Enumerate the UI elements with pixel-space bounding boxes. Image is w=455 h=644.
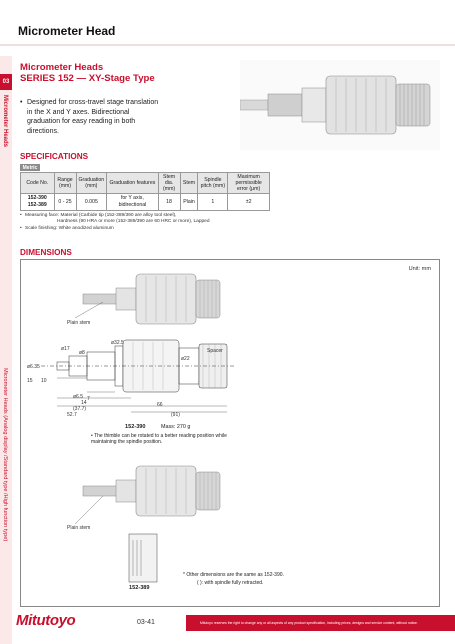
dim-10: 10 — [41, 378, 47, 384]
features-cell: for Y axis, bidirectional — [107, 194, 158, 211]
table-row — [21, 194, 270, 211]
note-other-dimensions: * Other dimensions are the same as 152-390. — [183, 572, 284, 578]
specifications-heading: SPECIFICATIONS — [20, 152, 89, 161]
product-title — [20, 62, 155, 84]
footer-disclaimer: Mitutoyo reserves the right to change any or all aspects of any product specification, including prices, designs and service content, without notice. — [186, 615, 455, 631]
feature-item: • Designed for cross-travel stage translation in the X and Y axes. Bidirectional graduation for easy reading in both directions. — [20, 98, 160, 136]
product-title-line2: SERIES 152 — XY-Stage Type — [20, 73, 155, 84]
photo-152-389 — [83, 466, 220, 516]
note-finishing: • Scale finishing: White anodized aluminum — [20, 226, 280, 232]
spec-table — [20, 172, 270, 211]
col-code: Code No. — [21, 173, 55, 194]
photo-152-390 — [83, 274, 220, 324]
dim-37-7: (37.7) — [73, 406, 87, 412]
category-side-label: Micrometer Heads (Analog display /Standard type /High function type) — [2, 368, 8, 542]
dimensions-panel — [20, 259, 440, 607]
stem-dia-cell: 18 — [158, 194, 180, 211]
plain-stem-label: Plain stem — [67, 320, 91, 326]
product-photo — [240, 60, 440, 150]
header-band — [0, 44, 455, 46]
dim-32-5: ø32.5 — [111, 340, 124, 346]
thimble-note: • The thimble can be rotated to a better reading position while maintaining the spindle position. — [91, 433, 227, 446]
note-hardness: Hardness (90 HRA or more (152-389/390 are 60 HRC or more), Lapped — [57, 219, 210, 225]
col-stem: Stem — [180, 173, 198, 194]
mitutoyo-logo: Mitutoyo — [16, 612, 76, 629]
dim-14: 14 — [81, 400, 87, 406]
product-title-line1: Micrometer Heads — [20, 62, 104, 73]
thimble-note-text: The thimble can be rotated to a better reading position while maintaining the spindle position. — [91, 433, 227, 446]
col-graduation-features: Graduation features — [107, 173, 158, 194]
col-range: Range (mm) — [54, 173, 76, 194]
code-152-390: 152-390 — [27, 195, 47, 201]
spec-header-row — [21, 173, 270, 194]
stem-cell: Plain — [180, 194, 198, 211]
dim-15: 15 — [27, 378, 33, 384]
error-cell: ±2 — [228, 194, 270, 211]
dim-6-35: ø6.35 — [27, 364, 40, 370]
chapter-tab[interactable]: 03 — [0, 74, 12, 90]
dim-91: (91) — [171, 412, 180, 418]
graduation-cell: 0.005 — [76, 194, 107, 211]
micrometer-head-image — [240, 76, 430, 134]
plain-stem-label-2: Plain stem — [67, 525, 91, 531]
dim-8: ø8 — [79, 350, 85, 356]
page-number: 03-41 — [137, 619, 155, 626]
page-title: Micrometer Head — [18, 24, 116, 38]
col-stem-dia: Stem dia. (mm) — [158, 173, 180, 194]
code-152-389: 152-389 — [27, 202, 47, 208]
dim-52-7: 52.7 — [67, 412, 77, 418]
col-graduation: Graduation (mm) — [76, 173, 107, 194]
section-side-label: Micrometer Heads — [2, 95, 8, 148]
note-material: • Measuring face: Material (Carbide tip (152-389/390 are alloy tool steel), — [20, 213, 280, 219]
model-label-152-389: 152-389 — [129, 585, 150, 591]
metric-tag: Metric — [20, 164, 40, 171]
code-cell — [21, 194, 55, 211]
col-spindle-pitch: Spindle pitch (mm) — [198, 173, 228, 194]
unit-label: Unit: mm — [408, 266, 431, 272]
spec-notes — [20, 213, 280, 232]
thimble-drawing-152-389 — [129, 534, 157, 582]
mass-152-390: Mass: 270 g — [161, 424, 191, 430]
dim-22: ø22 — [181, 356, 190, 362]
dimensions-heading: DIMENSIONS — [20, 248, 72, 257]
dim-7: 7 — [87, 396, 90, 402]
range-cell: 0 - 25 — [54, 194, 76, 211]
pitch-cell: 1 — [198, 194, 228, 211]
dim-17: ø17 — [61, 346, 70, 352]
feature-list — [20, 98, 160, 136]
col-max-error: Maximum permissible error (μm) — [228, 173, 270, 194]
dim-6-5: ø6.5 — [73, 394, 84, 400]
dim-66: 66 — [157, 402, 163, 408]
note-retracted: ( ): with spindle fully retracted. — [197, 580, 264, 586]
spacer-label: Spacer — [207, 348, 223, 354]
drawing-152-390 — [41, 340, 235, 412]
model-label-152-390: 152-390 — [125, 424, 146, 430]
